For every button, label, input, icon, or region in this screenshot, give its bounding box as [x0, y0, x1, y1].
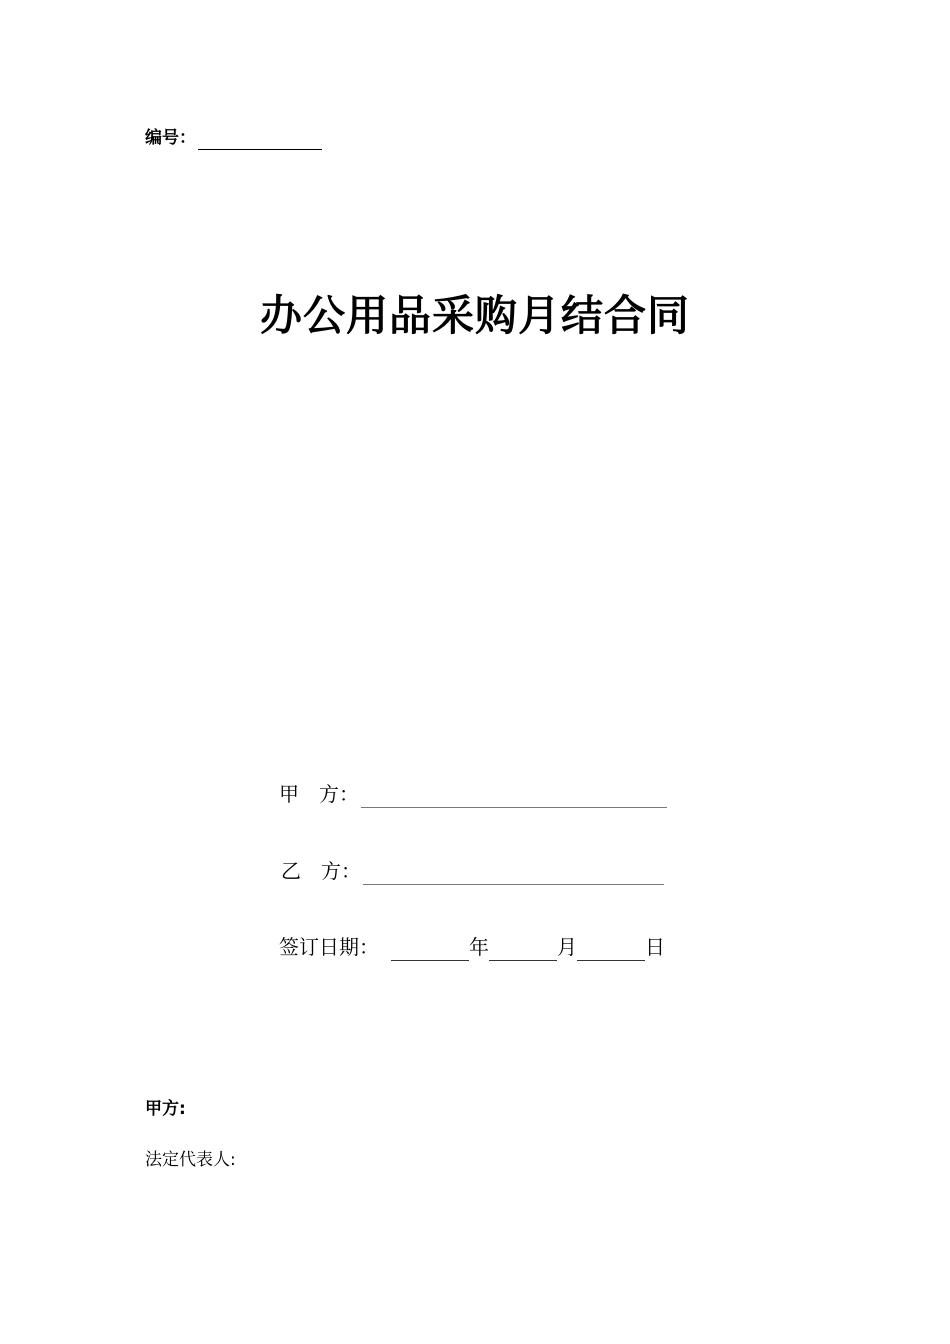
party-a-heading: 甲方: [145, 1099, 186, 1119]
party-b-label: 乙 方： [281, 859, 361, 883]
sign-date-year-blank [391, 940, 469, 961]
sign-date-day-blank [577, 940, 645, 961]
serial-number-blank [198, 131, 322, 150]
sign-date-label: 签订日期： [279, 935, 379, 959]
sign-date-year-label: 年 [469, 935, 489, 959]
party-a-field [279, 780, 667, 808]
party-a-label: 甲 方： [279, 782, 359, 806]
sign-date-field [279, 933, 665, 961]
contract-title: 办公用品采购月结合同 [259, 291, 690, 340]
serial-number-field [145, 126, 322, 150]
serial-number-label: 编号： [145, 128, 196, 148]
sign-date-month-blank [489, 940, 557, 961]
legal-representative-label: 法定代表人: [145, 1150, 236, 1170]
sign-date-month-label: 月 [557, 935, 577, 959]
party-b-blank [363, 864, 664, 885]
party-a-blank [361, 787, 667, 808]
sign-date-day-label: 日 [645, 935, 665, 959]
party-b-field [281, 857, 664, 885]
